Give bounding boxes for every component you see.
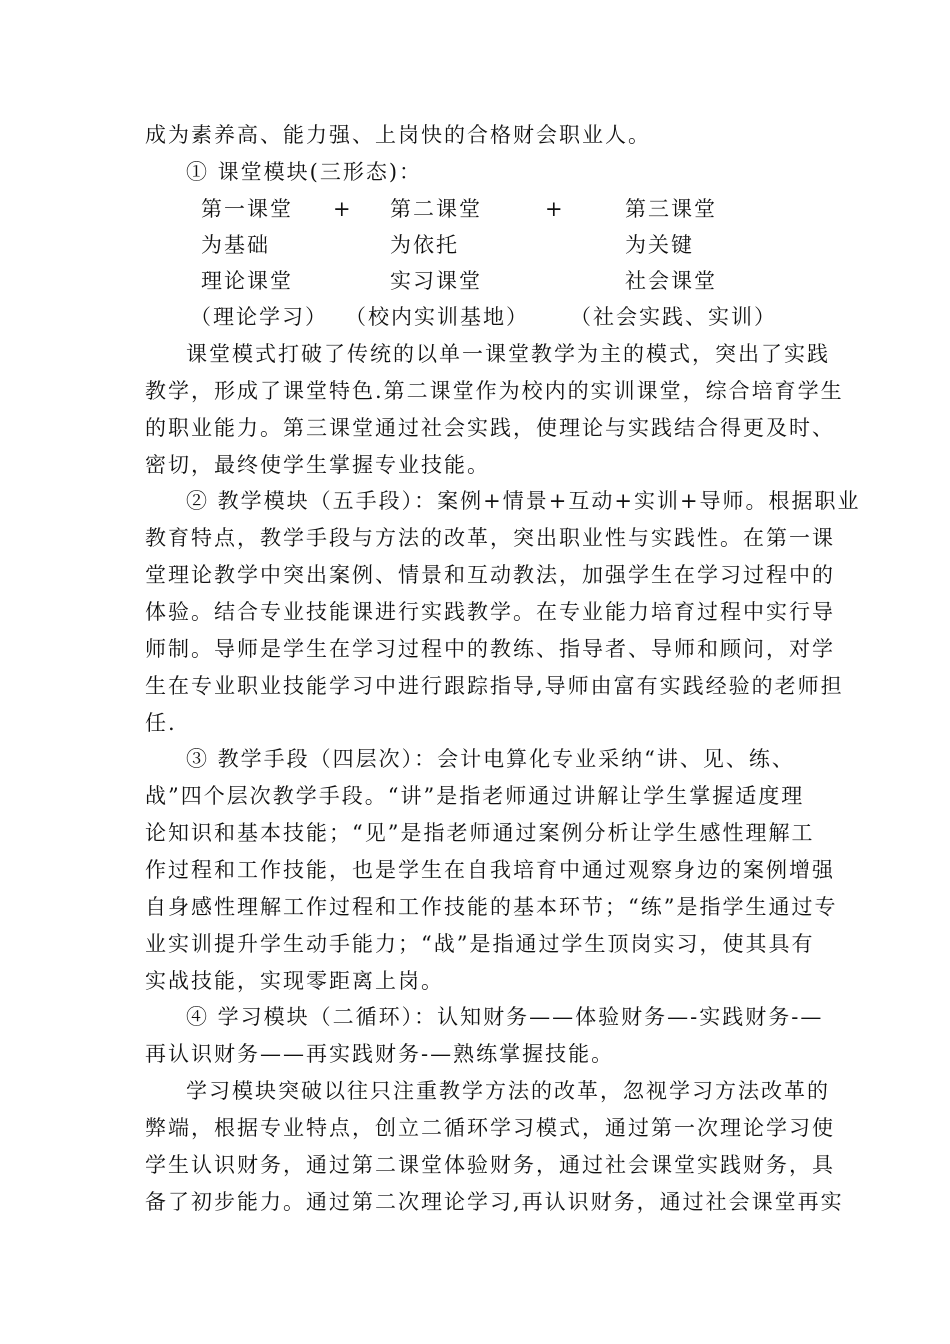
text-line: 再认识财务——再实践财务-—熟练掌握技能。 [145,1042,615,1066]
table-cell: + [333,197,353,221]
table-cell: 为关键 [625,233,694,257]
text-line: 师制。导师是学生在学习过程中的教练、指导者、导师和顾问，对学 [145,637,835,661]
table-cell: （校内实训基地） [345,305,529,329]
text-line: 教育特点，教学手段与方法的改革，突出职业性与实践性。在第一课 [145,526,835,550]
text-line: 实战技能，实现零距离上岗。 [145,969,444,993]
table-cell: 实习课堂 [390,269,482,293]
table-cell: （理论学习） [190,305,328,329]
text-line: 作过程和工作技能，也是学生在自我培育中通过观察身边的案例增强 [145,858,835,882]
table-cell: 理论课堂 [201,269,293,293]
text-line: 业实训提升学生动手能力；“战”是指通过学生顶岗实习，使其具有 [145,932,815,956]
table-cell: 第三课堂 [625,197,717,221]
text-line: 堂理论教学中突出案例、情景和互动教法，加强学生在学习过程中的 [145,563,835,587]
table-cell: 社会课堂 [625,269,717,293]
text-line: 生在专业职业技能学习中进行跟踪指导,导师由富有实践经验的老师担 [145,674,844,698]
text-line: 密切，最终使学生掌握专业技能。 [145,453,490,477]
text-line: 自身感性理解工作过程和工作技能的基本环节；“练”是指学生通过专 [145,895,838,919]
text-line: ③ 教学手段（四层次）：会计电算化专业采纳“讲、见、练、 [186,747,795,771]
text-line: 课堂模式打破了传统的以单一课堂教学为主的模式，突出了实践 [186,342,830,366]
text-line: 任. [145,711,177,735]
text-line: ④ 学习模块（二循环）：认知财务——体验财务—-实践财务-— [186,1005,824,1029]
text-line: 的职业能力。第三课堂通过社会实践，使理论与实践结合得更及时、 [145,416,835,440]
text-line: 战”四个层次教学手段。“讲”是指老师通过讲解让学生掌握适度理 [145,784,805,808]
section-heading: ① 课堂模块(三形态)： [186,160,423,184]
table-cell: 为基础 [201,233,270,257]
table-cell: 第二课堂 [390,197,482,221]
text-line: 成为素养高、能力强、上岗快的合格财会职业人。 [145,123,651,147]
text-line: 体验。结合专业技能课进行实践教学。在专业能力培育过程中实行导 [145,600,835,624]
table-cell: 第一课堂 [201,197,293,221]
text-line: 学生认识财务，通过第二课堂体验财务，通过社会课堂实践财务，具 [145,1153,835,1177]
text-line: 备了初步能力。通过第二次理论学习,再认识财务，通过社会课堂再实 [145,1190,844,1214]
text-line: 论知识和基本技能；“见”是指老师通过案例分析让学生感性理解工 [145,821,815,845]
table-cell: + [545,197,565,221]
table-cell: （社会实践、实训） [570,305,777,329]
text-line: ② 教学模块（五手段）：案例+情景+互动+实训+导师。根据职业 [186,489,861,513]
text-line: 学习模块突破以往只注重教学方法的改革，忽视学习方法改革的 [186,1079,830,1103]
table-cell: 为依托 [390,233,459,257]
text-line: 教学，形成了课堂特色.第二课堂作为校内的实训课堂，综合培育学生 [145,379,844,403]
text-line: 弊端，根据专业特点，创立二循环学习模式，通过第一次理论学习使 [145,1116,835,1140]
